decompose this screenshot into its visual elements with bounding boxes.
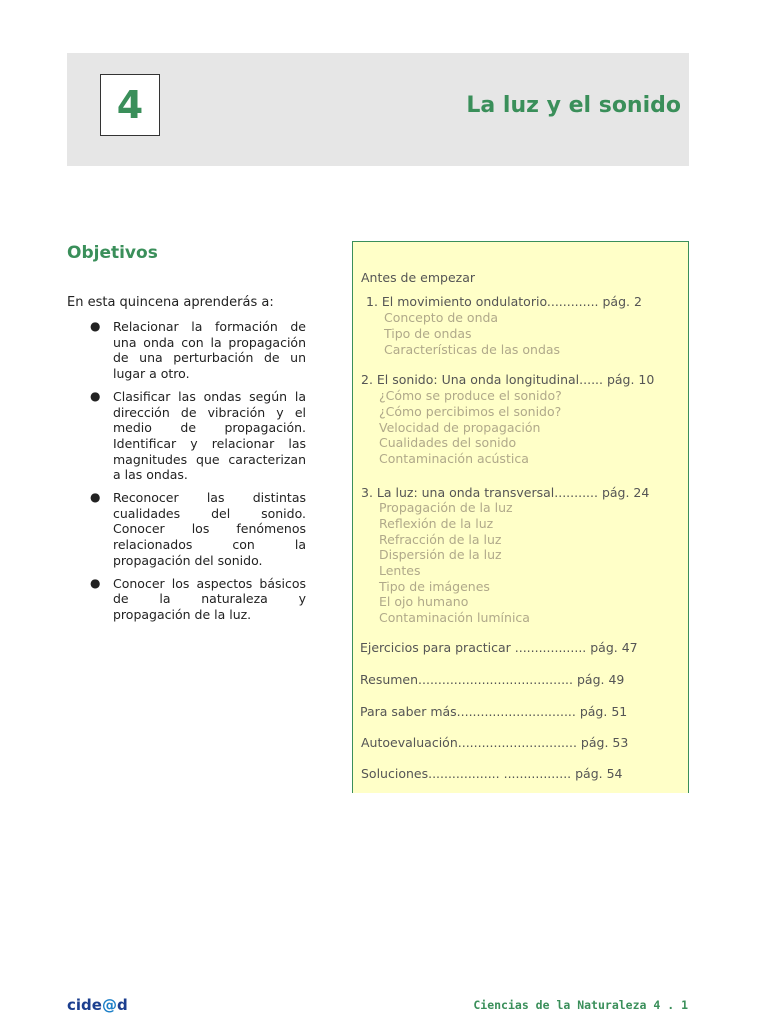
toc-subitem[interactable]: Propagación de la luz [379,500,513,515]
footer-page-label: Ciencias de la Naturaleza 4 . 1 [473,998,688,1012]
bullet-icon: ● [90,575,101,590]
toc-subitem[interactable]: Dispersión de la luz [379,547,502,562]
toc-summary[interactable]: Resumen....................................... pág. 49 [360,672,625,687]
toc-subitem[interactable]: Reflexión de la luz [379,516,494,531]
objectives-list [90,319,306,630]
toc-subitem[interactable]: Tipo de ondas [384,326,472,341]
toc-subitem[interactable]: Contaminación lumínica [379,610,530,625]
toc-section-2[interactable]: 2. El sonido: Una onda longitudinal...... pág. 10 [361,372,655,387]
toc-intro[interactable]: Antes de empezar [361,270,476,285]
toc-more[interactable]: Para saber más.............................. pág. 51 [360,704,628,719]
toc-subitem[interactable]: Tipo de imágenes [379,579,490,594]
toc-section-3[interactable]: 3. La luz: una onda transversal........... pág. 24 [361,485,650,500]
table-of-contents [352,241,689,793]
bullet-icon: ● [90,490,101,505]
toc-subitem[interactable]: Concepto de onda [384,310,499,325]
toc-exercises[interactable]: Ejercicios para practicar .................. pág. 47 [360,640,638,655]
objective-item: ● Relacionar la formación de una onda con la propagación de una perturbación de un lugar a otro. [90,319,306,382]
bullet-icon: ● [90,388,101,403]
objective-item: ● Reconocer las distintas cualidades del sonido. Conocer los fenómenos relacionados con la propagación del sonido. [90,490,306,568]
cidead-logo: cide@d [67,996,128,1014]
toc-subitem[interactable]: Refracción de la luz [379,532,502,547]
toc-subitem[interactable]: ¿Cómo se produce el sonido? [379,388,562,403]
toc-subitem[interactable]: Cualidades del sonido [379,435,517,450]
objective-item: ● Clasificar las ondas según la dirección de vibración y el medio de propagación. Identificar y relacionar las magnitudes que caracterizan a las ondas. [90,388,306,483]
toc-subitem[interactable]: El ojo humano [379,594,469,609]
unit-number: 4 [100,74,160,136]
toc-self-assessment[interactable]: Autoevaluación.............................. pág. 53 [361,735,629,750]
objectives-intro: En esta quincena aprenderás a: [67,295,274,310]
page-title: La luz y el sonido [466,93,681,118]
toc-subitem[interactable]: Lentes [379,563,421,578]
objectives-heading: Objetivos [67,243,158,263]
toc-subitem[interactable]: Características de las ondas [384,342,561,357]
toc-solutions[interactable]: Soluciones.................. ................. pág. 54 [361,766,623,781]
toc-subitem[interactable]: Velocidad de propagación [379,420,541,435]
toc-subitem[interactable]: Contaminación acústica [379,451,529,466]
objective-item: ● Conocer los aspectos básicos de la naturaleza y propagación de la luz. [90,575,306,622]
toc-subitem[interactable]: ¿Cómo percibimos el sonido? [379,404,562,419]
toc-section-1[interactable]: 1. El movimiento ondulatorio............. pág. 2 [366,294,642,309]
bullet-icon: ● [90,319,101,333]
